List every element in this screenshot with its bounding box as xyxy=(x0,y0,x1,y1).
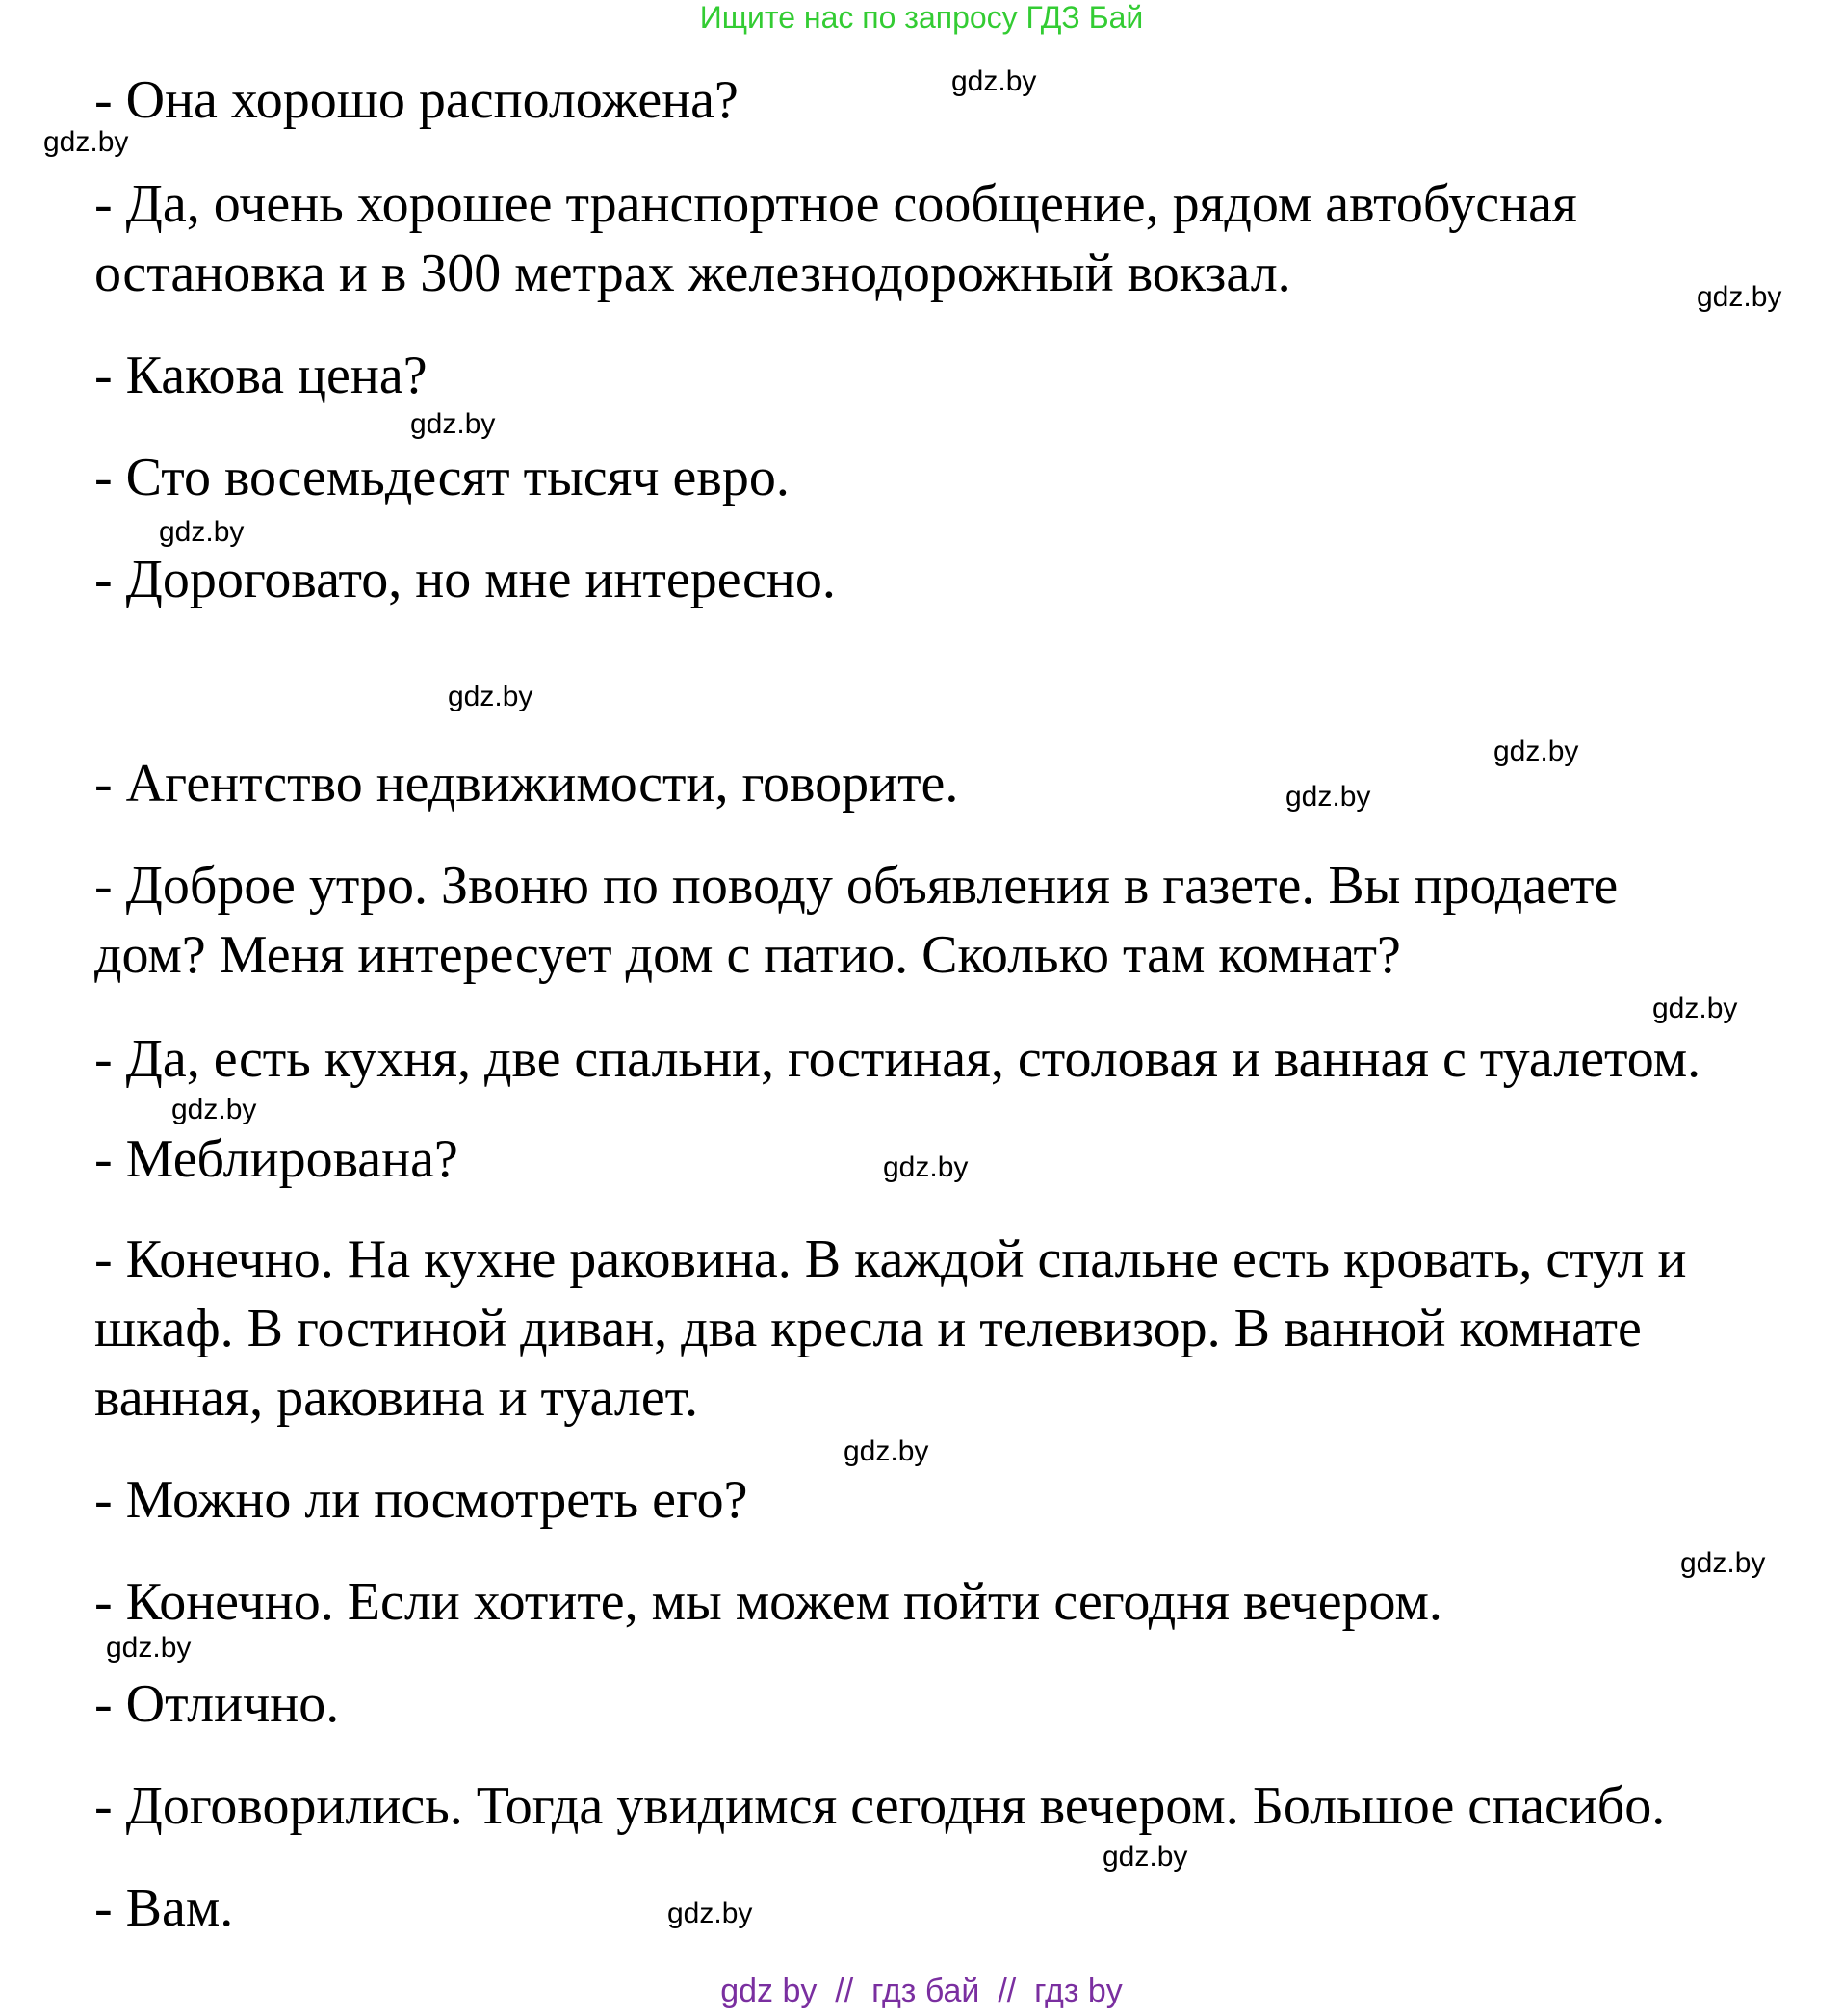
dialogue-line: ванная, раковина и туалет. xyxy=(94,1368,698,1428)
dialogue-line: шкаф. В гостиной диван, два кресла и телевизор. В ванной комнате xyxy=(94,1299,1642,1358)
watermark: gdz.by xyxy=(1285,781,1371,813)
dialogue-line: - Конечно. На кухне раковина. В каждой спальне есть кровать, стул и xyxy=(94,1229,1687,1289)
dialogue-line: - Вам. xyxy=(94,1878,234,1938)
watermark: gdz.by xyxy=(1680,1547,1766,1579)
dialogue-line: - Можно ли посмотреть его? xyxy=(94,1470,748,1530)
watermark: gdz.by xyxy=(171,1094,257,1125)
dialogue-line: - Конечно. Если хотите, мы можем пойти сегодня вечером. xyxy=(94,1572,1442,1632)
header-banner: Ищите нас по запросу ГДЗ Бай xyxy=(699,0,1144,35)
watermark: gdz.by xyxy=(1103,1841,1188,1873)
watermark: gdz.by xyxy=(410,408,496,440)
dialogue-line: - Доброе утро. Звоню по поводу объявления в газете. Вы продаете xyxy=(94,856,1619,916)
dialogue-line: остановка и в 300 метрах железнодорожный вокзал. xyxy=(94,244,1291,303)
dialogue-line: дом? Меня интересует дом с патио. Сколько там комнат? xyxy=(94,925,1401,985)
watermark: gdz.by xyxy=(43,126,129,158)
watermark: gdz.by xyxy=(106,1632,192,1664)
dialogue-line: - Да, очень хорошее транспортное сообщение, рядом автобусная xyxy=(94,174,1577,234)
dialogue-line: - Она хорошо расположена? xyxy=(94,70,739,130)
watermark: gdz.by xyxy=(1697,281,1782,313)
watermark: gdz.by xyxy=(159,516,245,548)
dialogue-line: - Дороговато, но мне интересно. xyxy=(94,550,836,609)
dialogue-line: - Да, есть кухня, две спальни, гостиная, столовая и ванная с туалетом. xyxy=(94,1029,1701,1089)
dialogue-line: - Договорились. Тогда увидимся сегодня вечером. Большое спасибо. xyxy=(94,1776,1666,1836)
dialogue-line: - Агентство недвижимости, говорите. xyxy=(94,754,959,814)
dialogue-line: - Отлично. xyxy=(94,1674,340,1734)
watermark: gdz.by xyxy=(883,1151,969,1183)
watermark: gdz.by xyxy=(448,681,533,712)
watermark: gdz.by xyxy=(1493,736,1579,767)
dialogue-line: - Какова цена? xyxy=(94,346,428,405)
watermark: gdz.by xyxy=(951,65,1037,97)
dialogue-line: - Сто восемьдесят тысяч евро. xyxy=(94,448,790,507)
dialogue-line: - Меблирована? xyxy=(94,1129,458,1189)
watermark: gdz.by xyxy=(1652,993,1738,1024)
footer-links: gdz by // гдз бай // гдз by xyxy=(720,1973,1123,2009)
watermark: gdz.by xyxy=(844,1435,929,1467)
watermark: gdz.by xyxy=(667,1898,753,1929)
